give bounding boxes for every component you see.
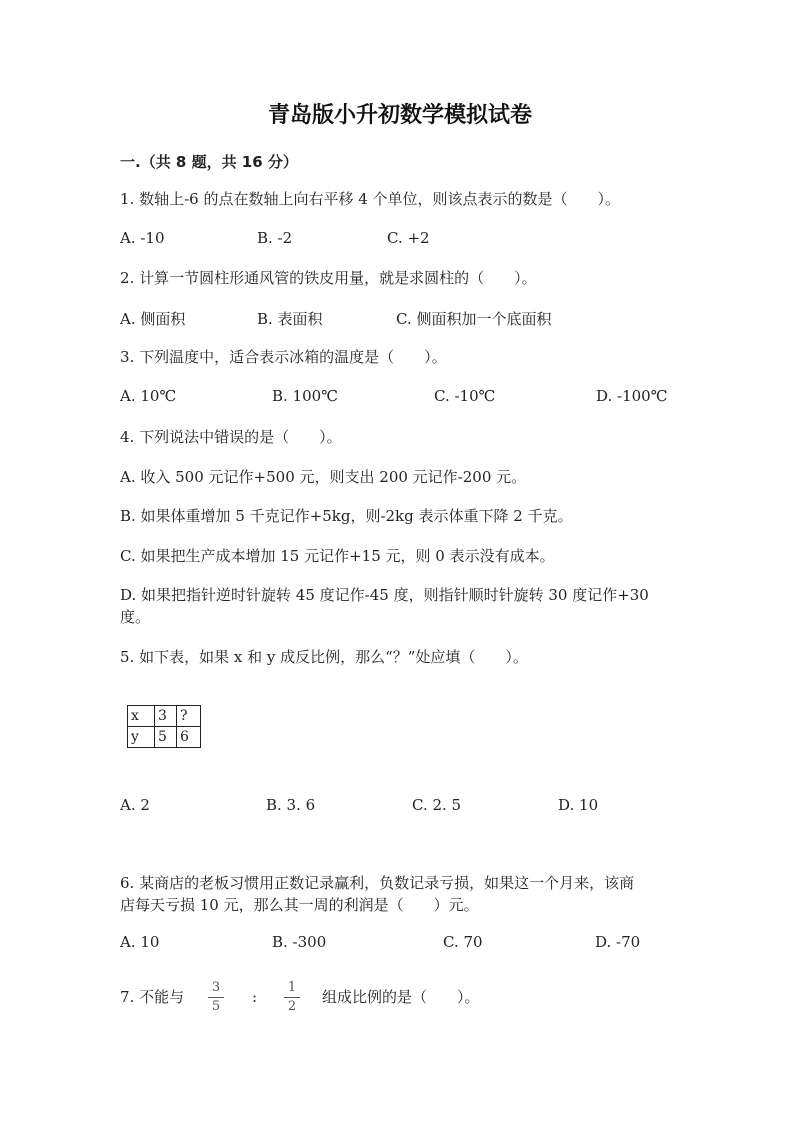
page-title: 青岛版小升初数学模拟试卷 bbox=[267, 103, 532, 128]
question-6-option-c: C. 70 bbox=[443, 933, 483, 951]
section-heading: 一.（共 8 题，共 16 分） bbox=[120, 153, 298, 171]
question-6-option-d: D. -70 bbox=[595, 933, 641, 951]
question-4-text: 4. 下列说法中错误的是（ ）。 bbox=[120, 428, 342, 446]
fraction-denominator: 2 bbox=[287, 999, 297, 1014]
question-5-option-d: D. 10 bbox=[558, 796, 599, 814]
table-cell: ? bbox=[177, 706, 201, 727]
question-6-text-line-1: 6. 某商店的老板习惯用正数记录赢利，负数记录亏损，如果这一个月来，该商 bbox=[120, 874, 635, 892]
question-1-option-a: A. -10 bbox=[120, 229, 165, 247]
question-4-option-d-continued: 度。 bbox=[120, 608, 151, 626]
question-2-option-b: B. 表面积 bbox=[257, 310, 323, 328]
question-2-option-c: C. 侧面积加一个底面积 bbox=[396, 310, 552, 328]
fraction-3-5 bbox=[206, 980, 226, 1015]
table-cell: x bbox=[128, 706, 155, 727]
table-cell: 6 bbox=[177, 727, 201, 748]
question-3-text: 3. 下列温度中，适合表示冰箱的温度是（ ）。 bbox=[120, 348, 447, 366]
question-7-suffix: 组成比例的是（ ）。 bbox=[322, 988, 480, 1006]
question-3-option-d: D. -100℃ bbox=[596, 387, 668, 405]
question-5-option-c: C. 2. 5 bbox=[412, 796, 462, 814]
fraction-denominator: 5 bbox=[211, 999, 221, 1014]
question-6-text-line-2: 店每天亏损 10 元，那么其一周的利润是（ ）元。 bbox=[120, 896, 479, 914]
question-4-option-a: A. 收入 500 元记作+500 元，则支出 200 元记作-200 元。 bbox=[120, 468, 527, 486]
question-4-option-b: B. 如果体重增加 5 千克记作+5kg，则-2kg 表示体重下降 2 千克。 bbox=[120, 507, 573, 525]
question-7-prefix: 7. 不能与 bbox=[120, 988, 185, 1006]
ratio-colon: : bbox=[252, 988, 258, 1006]
question-4-option-d: D. 如果把指针逆时针旋转 45 度记作-45 度，则指针顺时针旋转 30 度记作+30 bbox=[120, 586, 649, 604]
table-row bbox=[128, 727, 201, 748]
question-1-text: 1. 数轴上-6 的点在数轴上向右平移 4 个单位，则该点表示的数是（ ）。 bbox=[120, 190, 621, 208]
question-3-option-c: C. -10℃ bbox=[434, 387, 496, 405]
question-2-option-a: A. 侧面积 bbox=[120, 310, 186, 328]
question-5-option-b: B. 3. 6 bbox=[266, 796, 316, 814]
question-1-option-c: C. +2 bbox=[387, 229, 430, 247]
question-2-text: 2. 计算一节圆柱形通风管的铁皮用量，就是求圆柱的（ ）。 bbox=[120, 269, 537, 287]
table-cell: 3 bbox=[155, 706, 177, 727]
table-row bbox=[128, 706, 201, 727]
table-cell: 5 bbox=[155, 727, 177, 748]
fraction-1-2 bbox=[282, 980, 302, 1015]
fraction-numerator: 1 bbox=[287, 980, 297, 995]
question-6-option-b: B. -300 bbox=[272, 933, 327, 951]
question-4-option-c: C. 如果把生产成本增加 15 元记作+15 元，则 0 表示没有成本。 bbox=[120, 547, 555, 565]
question-5-text: 5. 如下表，如果 x 和 y 成反比例，那么“？”处应填（ ）。 bbox=[120, 648, 528, 666]
fraction-bar bbox=[208, 997, 224, 998]
question-5-option-a: A. 2 bbox=[120, 796, 150, 814]
table-cell: y bbox=[128, 727, 155, 748]
question-6-option-a: A. 10 bbox=[120, 933, 160, 951]
question-3-option-b: B. 100℃ bbox=[272, 387, 338, 405]
question-3-option-a: A. 10℃ bbox=[120, 387, 177, 405]
fraction-numerator: 3 bbox=[211, 980, 221, 995]
question-1-option-b: B. -2 bbox=[257, 229, 293, 247]
fraction-bar bbox=[284, 997, 300, 998]
ratio-table bbox=[127, 705, 201, 748]
